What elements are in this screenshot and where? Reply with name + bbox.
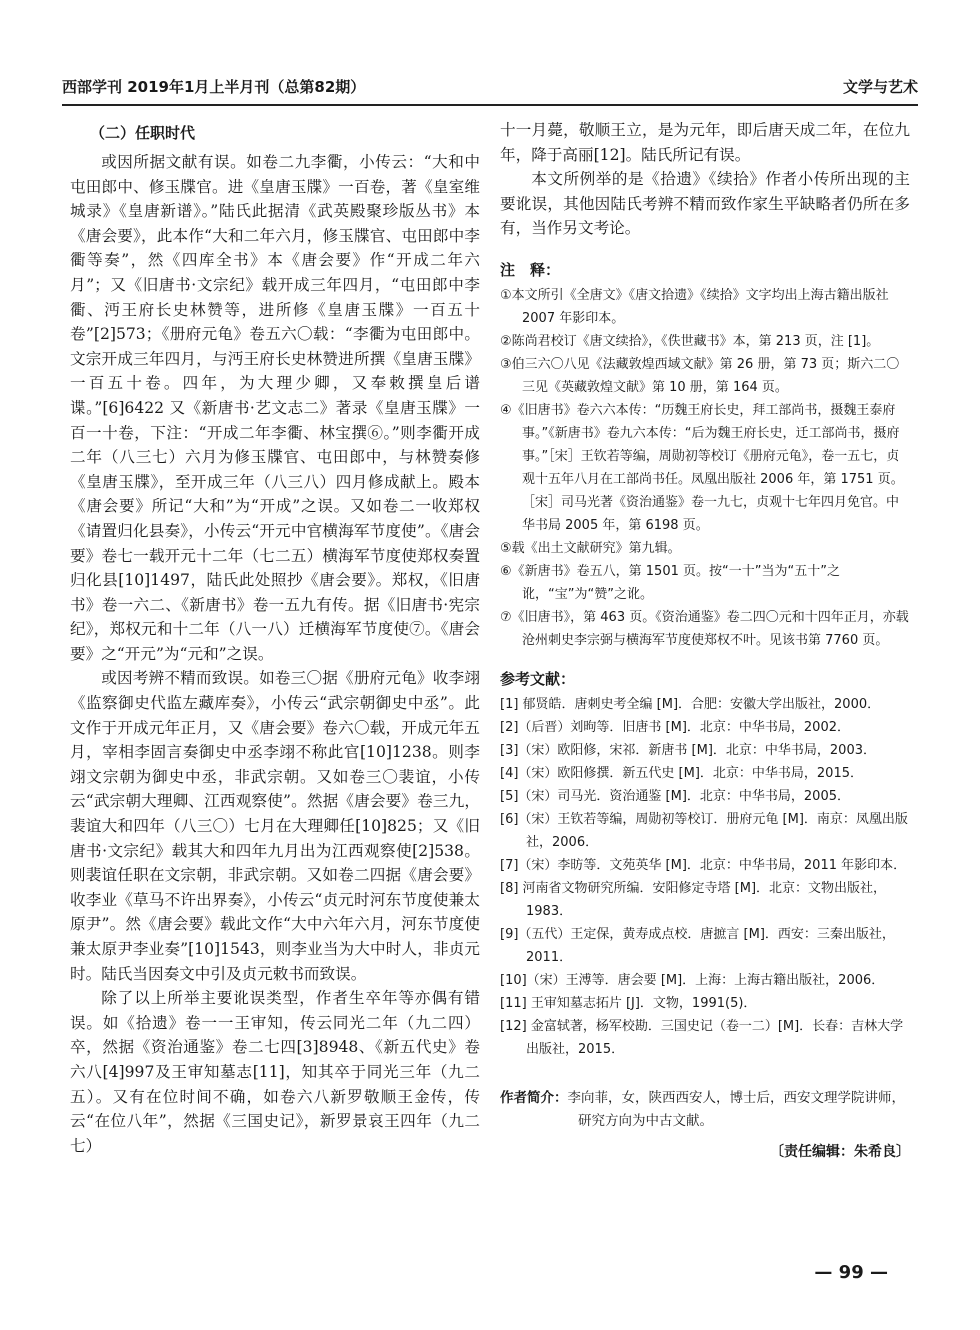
page-number: — 99 — [814,1262,888,1283]
author-label: 作者简介： [500,1089,568,1106]
notes-heading: 注 释： [500,260,561,279]
reference-item: [4]（宋）欧阳修撰．新五代史 [M]．北京：中华书局，2015． [500,765,863,781]
reference-item: [8] 河南省文物研究所编．安阳修定寺塔 [M]．北京：文物出版社，1983． [500,880,887,919]
references-heading: 参考文献： [500,669,576,688]
paragraph: 或因考辨不精而致误。如卷三〇据《册府元龟》收李翊《监察御史代监左藏库奏》，小传云“武宗朝御史中丞”。此文作于开成元年正月，又《唐会要》卷六〇载，开成元年五月，宰相李固言奏御史中丞李翊不称此官[10]1238。则李翊文宗朝为御史中丞，非武宗朝。又如卷三〇裴谊，小传云“武宗朝大理卿、江西观察使”。然据《唐会要》卷三九，裴谊大和四年（八三〇）七月在大理卿任[10]825；又《旧唐书·文宗纪》载其大和四年九月出为江西观察使[2]538。则裴谊任职在文宗朝，非武宗朝。又如卷二四据《唐会要》收李业《草马不许出界奏》，小传云“贞元时河东节度使兼太原尹”。然《唐会要》载此文作“大中六年六月，河东节度使兼太原尹李业奏”[10]1543，则李业当为大中时人，非贞元时。陆氏当因奏文中引及贞元敕书而致误。 [70,669,480,983]
journal-title: 西部学刊 2019年1月上半月刊（总第82期） [62,78,366,96]
reference-item: [10]（宋）王溥等．唐会要 [M]．上海：上海古籍出版社，2006． [500,972,885,988]
reference-item: [2]（后晋）刘昫等．旧唐书 [M]．北京：中华书局，2002． [500,719,850,735]
note-item: ④《旧唐书》卷六六本传：“历魏王府长史，拜工部尚书，摄魏王泰府事。”《新唐书》卷九六本传：“后为魏王府长史，迁工部尚书，摄府事。”［宋］王钦若等编，周勋初等校订《册府元龟》，卷一五七，贞观十五年八月在工部尚书任。凤凰出版社 2006 年，第 1751 页。［宋］司马光著《资治通鉴》卷一九七，贞观十七年四月免官。中华书局 2005 年，第 6198 页。 [500,402,904,533]
left-column [70,118,480,1158]
paragraph: 本文所例举的是《拾遗》《续拾》作者小传所出现的主要讹误，其他因陆氏考辨不精而致作家生平缺略者仍所在多有，当作另文考论。 [500,170,910,238]
page-header [62,70,918,106]
note-item: ⑤载《出土文献研究》第九辑。 [500,540,681,556]
reference-item: [1] 郁贤皓．唐刺史考全编 [M]．合肥：安徽大学出版社，2000． [500,696,881,712]
reference-item: [9]（五代）王定保，黄寿成点校．唐摭言 [M]．西安：三秦出版社，2011． [500,926,895,965]
author-text: 李向菲，女，陕西西安人，博士后，西安文理学院讲师，研究方向为中古文献。 [567,1089,905,1129]
author-bio [500,1087,910,1133]
reference-item: [6]（宋）王钦若等编，周勋初等校订．册府元龟 [M]．南京：凤凰出版社，2006． [500,811,908,850]
reference-item: [12] 金富轼著，杨军校勘．三国史记（卷一二）[M]．长春：吉林大学出版社，2015． [500,1018,904,1057]
note-item: ②陈尚君校订《唐文续拾》，《佚世藏书》本，第 213 页，注 [1]。 [500,333,880,349]
paragraph: 除了以上所举主要讹误类型，作者生卒年等亦偶有错误。如《拾遗》卷一一王审知，传云同光二年（九二四）卒，然据《资治通鉴》卷二七四[3]8948、《新五代史》卷六八[4]997及王审知墓志[11]，知其卒于同光三年（九二五）。又有在位时间不确，如卷六八新罗敬顺王金传，传云“在位八年”，然据《三国史记》，新罗景哀王四年（九二七） [70,989,480,1155]
reference-item: [7]（宋）李昉等．文苑英华 [M]．北京：中华书局，2011 年影印本． [500,857,907,873]
notes-list [500,284,910,652]
paragraph: 十一月薨，敬顺王立，是为元年，即后唐天成二年，在位九年，降于高丽[12]。陆氏所记有误。 [500,121,910,164]
editor-credit: 〔责任编辑：朱希良〕 [770,1143,910,1160]
reference-item: [11] 王审知墓志拓片 [J]．文物，1991(5)． [500,995,757,1011]
note-item: ⑥《新唐书》卷五八，第 1501 页。按“一十”当为“五十”之讹，“宝”为“赞”之讹。 [500,563,840,602]
reference-item: [5]（宋）司马光．资治通鉴 [M]．北京：中华书局，2005． [500,788,850,804]
section-title: 文学与艺术 [842,78,918,96]
paragraph: 或因所据文献有误。如卷二九李衢，小传云：“大和中屯田郎中、修玉牒官。进《皇唐玉牒》一百卷，著《皇室维城录》《皇唐新谱》。”陆氏此据清《武英殿聚珍版丛书》本《唐会要》，此本作“大和二年六月，修玉牒官、屯田郎中李衢等奏”，然《四库全书》本《唐会要》作“开成二年六月”；又《旧唐书·文宗纪》载开成三年四月，“屯田郎中李衢、沔王府长史林赞等，进所修《皇唐玉牒》一百五十卷”[2]573；《册府元龟》卷五六〇载：“李衢为屯田郎中。文宗开成三年四月，与沔王府长史林赞进所撰《皇唐玉牒》一百五十卷。四年，为大理少卿，又奉敕撰皇后谱谍。”[6]6422 又《新唐书·艺文志二》著录《皇唐玉牒》一百一十卷，下注：“开成二年李衢、林宝撰⑥。”则李衢开成二年（八三七）六月为修玉牒官、屯田郎中，与林赞奏修《皇唐玉牒》，至开成三年（八三八）四月修成献上。殿本《唐会要》所记“大和”为“开成”之误。又如卷二一收郑权《请置归化县奏》，小传云“开元中官横海军节度使”。《唐会要》卷七一载开元十二年（七二五）横海军节度使郑权奏置归化县[10]1497，陆氏此处照抄《唐会要》。郑权，《旧唐书》卷一六二、《新唐书》卷一五九有传。据《旧唐书·宪宗纪》，郑权元和十二年（八一八）迁横海军节度使⑦。《唐会要》之“开元”为“元和”之误。 [70,153,480,663]
note-item: ①本文所引《全唐文》《唐文拾遗》《续拾》文字均出上海古籍出版社 2007 年影印本。 [500,287,889,326]
reference-item: [3]（宋）欧阳修，宋祁．新唐书 [M]．北京：中华书局，2003． [500,742,876,758]
references-list [500,693,910,1061]
right-column [500,118,910,1161]
note-item: ⑦《旧唐书》，第 463 页。《资治通鉴》卷二四〇元和十四年正月，亦载沧州刺史李宗弼与横海军节度使郑权不叶。见该书第 7760 页。 [500,609,909,648]
subsection-heading: （二）任职时代 [90,124,196,142]
note-item: ③伯三六〇八见《法藏敦煌西域文献》第 26 册，第 73 页；斯六二〇三见《英藏敦煌文献》第 10 册，第 164 页。 [500,356,900,395]
